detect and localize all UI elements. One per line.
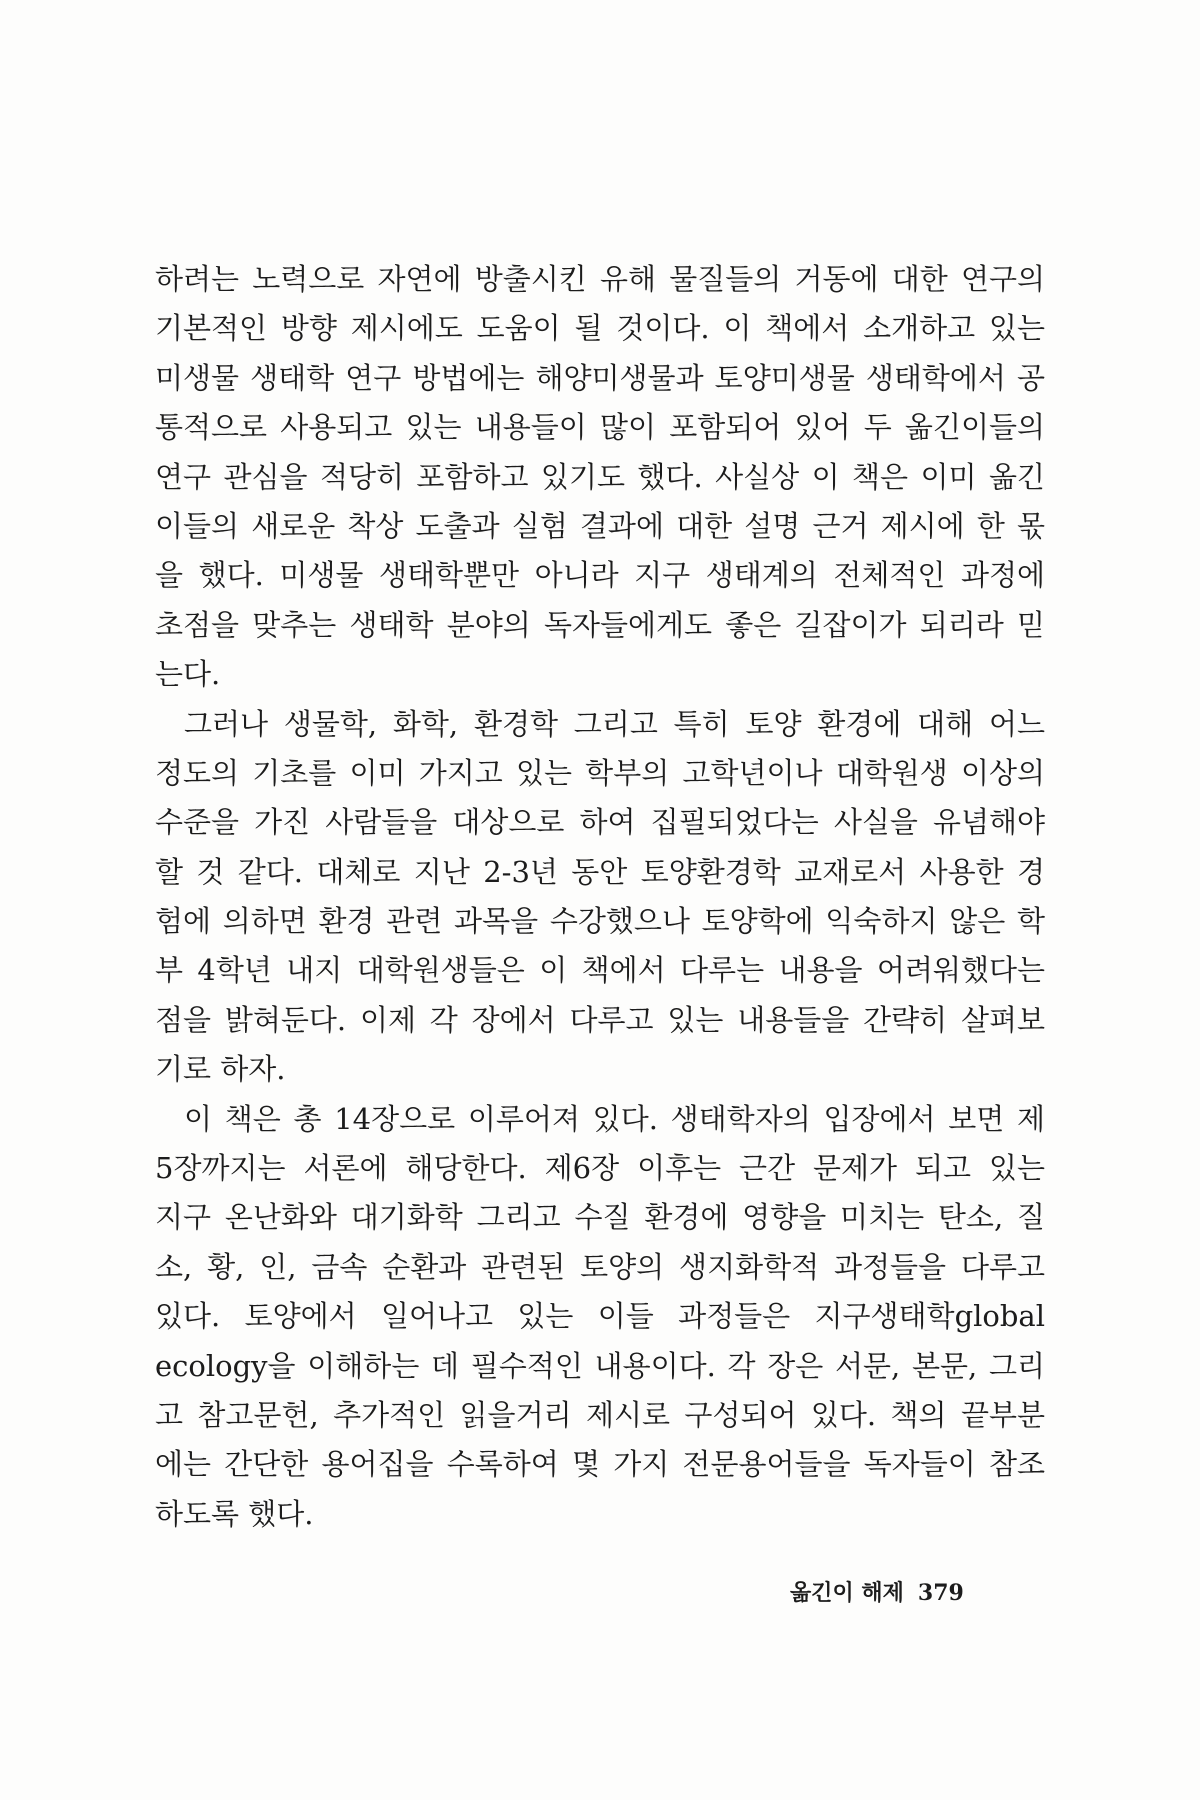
text-line: 이 책은 총 14장으로 이루어져 있다. 생태학자의 입장에서 보면 제: [184, 1101, 1045, 1136]
body-text: [155, 255, 1045, 1539]
text-line: 기본적인 방향 제시에도 도움이 될 것이다. 이 책에서 소개하고 있는: [155, 311, 1045, 346]
text-line: 미생물 생태학 연구 방법에는 해양미생물과 토양미생물 생태학에서 공: [155, 360, 1045, 395]
text-line: 하려는 노력으로 자연에 방출시킨 유해 물질들의 거동에 대한 연구의: [155, 262, 1045, 296]
page-footer: [790, 1573, 1000, 1613]
text-line: 험에 의하면 환경 관련 과목을 수강했으나 토양학에 익숙하지 않은 학: [155, 904, 1045, 939]
paragraph: [155, 1095, 1045, 1540]
text-line: 그러나 생물학, 화학, 환경학 그리고 특히 토양 환경에 대해 어느: [184, 706, 1045, 741]
text-line: 지구 온난화와 대기화학 그리고 수질 환경에 영향을 미치는 탄소, 질: [155, 1200, 1045, 1235]
text-line: 수준을 가진 사람들을 대상으로 하여 집필되었다는 사실을 유념해야: [155, 805, 1045, 840]
text-line: 부 4학년 내지 대학원생들은 이 책에서 다루는 내용을 어려워했다는: [155, 953, 1045, 988]
paragraph: [155, 255, 1045, 700]
text-line: 에는 간단한 용어집을 수록하여 몇 가지 전문용어들을 독자들이 참조: [155, 1447, 1045, 1482]
text-line: ecology을 이해하는 데 필수적인 내용이다. 각 장은 서문, 본문, 그리: [155, 1348, 1045, 1383]
page-number: 379: [917, 1580, 964, 1606]
text-line: 하도록 했다.: [155, 1496, 314, 1531]
text-line: 연구 관심을 적당히 포함하고 있기도 했다. 사실상 이 책은 이미 옮긴: [155, 459, 1045, 494]
text-line: 이들의 새로운 착상 도출과 실험 결과에 대한 설명 근거 제시에 한 몫: [155, 508, 1045, 543]
text-line: 고 참고문헌, 추가적인 읽을거리 제시로 구성되어 있다. 책의 끝부분: [155, 1397, 1045, 1432]
text-line: 소, 황, 인, 금속 순환과 관련된 토양의 생지화학적 과정들을 다루고: [155, 1249, 1045, 1284]
text-line: 기로 하자.: [155, 1052, 286, 1087]
text-line: 할 것 같다. 대체로 지난 2-3년 동안 토양환경학 교재로서 사용한 경: [155, 854, 1045, 889]
text-line: 을 했다. 미생물 생태학뿐만 아니라 지구 생태계의 전체적인 과정에: [155, 558, 1045, 593]
text-line: 5장까지는 서론에 해당한다. 제6장 이후는 근간 문제가 되고 있는: [155, 1151, 1045, 1186]
paragraph: [155, 700, 1045, 1095]
text-line: 있다. 토양에서 일어나고 있는 이들 과정들은 지구생태학global: [155, 1299, 1045, 1334]
running-footer-title: 옮긴이 해제: [790, 1581, 904, 1606]
text-line: 정도의 기초를 이미 가지고 있는 학부의 고학년이나 대학원생 이상의: [155, 755, 1045, 790]
text-line: 통적으로 사용되고 있는 내용들이 많이 포함되어 있어 두 옮긴이들의: [155, 410, 1045, 445]
text-line: 는다.: [155, 657, 221, 692]
text-line: 초점을 맞추는 생태학 분야의 독자들에게도 좋은 길잡이가 되리라 믿: [155, 607, 1045, 642]
text-line: 점을 밝혀둔다. 이제 각 장에서 다루고 있는 내용들을 간략히 살펴보: [155, 1002, 1045, 1037]
